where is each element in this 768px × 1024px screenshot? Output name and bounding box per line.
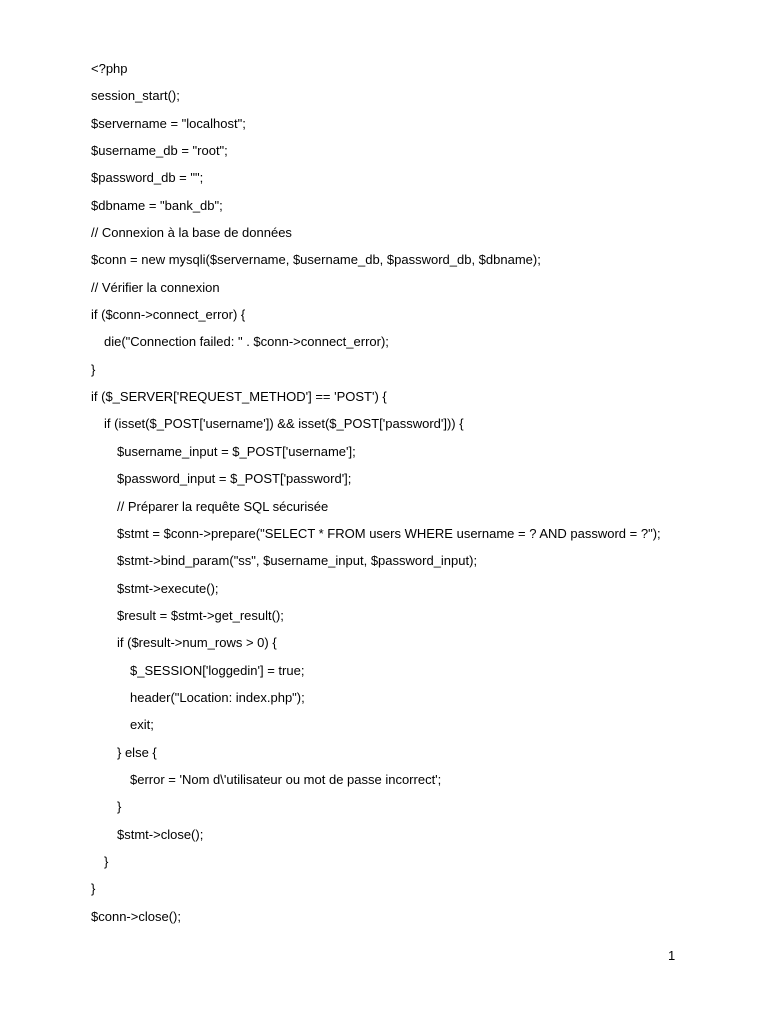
code-line: <?php — [91, 61, 128, 76]
code-line: $conn = new mysqli($servername, $username_db, $password_db, $dbname); — [91, 252, 541, 268]
code-line: $servername = "localhost"; — [91, 115, 246, 131]
code-line: $username_db = "root"; — [91, 143, 228, 159]
code-line: exit; — [130, 717, 154, 733]
code-line: } — [91, 881, 96, 897]
code-line: $stmt->close(); — [117, 826, 204, 842]
code-line: } else { — [117, 744, 157, 760]
code-line: if (isset($_POST['username']) && isset($_POST['password'])) { — [104, 416, 464, 432]
code-line: if ($result->num_rows > 0) { — [117, 635, 277, 651]
code-line: header("Location: index.php"); — [130, 689, 305, 705]
code-line: if ($conn->connect_error) { — [91, 307, 246, 323]
page-number: 1 — [668, 948, 676, 963]
code-line: $conn->close(); — [91, 908, 181, 924]
code-line: session_start(); — [91, 88, 180, 104]
code-line: $stmt = $conn->prepare("SELECT * FROM users WHERE username = ? AND password = ?"); — [117, 525, 661, 541]
code-line: // Connexion à la base de données — [91, 225, 292, 241]
code-line: die("Connection failed: " . $conn->connect_error); — [104, 334, 389, 350]
code-line: $dbname = "bank_db"; — [91, 197, 223, 213]
code-line: } — [117, 799, 122, 815]
code-line: // Vérifier la connexion — [91, 279, 220, 295]
code-line: if ($_SERVER['REQUEST_METHOD'] == 'POST') { — [91, 389, 387, 405]
code-line: // Préparer la requête SQL sécurisée — [117, 498, 329, 514]
code-line: $username_input = $_POST['username']; — [117, 443, 356, 459]
code-line: $_SESSION['loggedin'] = true; — [130, 662, 305, 678]
code-line: $error = 'Nom d\'utilisateur ou mot de passe incorrect'; — [130, 771, 442, 787]
code-line: } — [104, 853, 109, 869]
code-line: $stmt->execute(); — [117, 580, 219, 596]
code-line: $password_db = ""; — [91, 170, 204, 186]
code-line: } — [91, 361, 96, 377]
code-line: $stmt->bind_param("ss", $username_input, $password_input); — [117, 553, 478, 569]
code-listing — [91, 59, 731, 934]
code-line: $password_input = $_POST['password']; — [117, 471, 352, 487]
code-line: $result = $stmt->get_result(); — [117, 607, 284, 623]
